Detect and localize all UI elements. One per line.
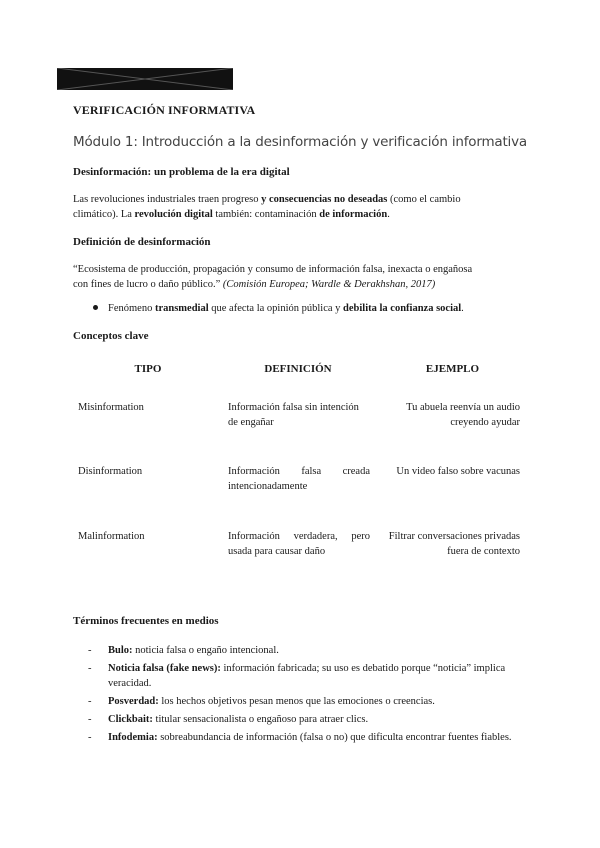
redacted-logo-bar: [57, 68, 233, 90]
list-item: - Clickbait: titular sensacionalista o engañoso para atraer clics.: [88, 714, 369, 725]
section-heading-conceptos: Conceptos clave: [73, 330, 149, 342]
table-cell-tipo: Malinformation: [78, 531, 145, 542]
bullet-item-transmedial: Fenómeno transmedial que afecta la opinión pública y debilita la confianza social.: [93, 303, 464, 314]
def-word-1: Información: [228, 466, 280, 477]
redaction-cross-icon: [57, 68, 233, 90]
def-word-3: creada: [342, 466, 370, 477]
section-heading-definicion: Definición de desinformación: [73, 236, 211, 248]
terms-list: [88, 643, 518, 748]
def-word-2: verdadera,: [293, 531, 338, 542]
table-cell-ejemplo: Tu abuela reenvía un audio creyendo ayudar: [406, 402, 520, 428]
column-header-ejemplo: EJEMPLO: [425, 363, 480, 375]
list-item: - Noticia falsa (fake news): información fabricada; su uso es debatido porque “noticia” implica veracidad.: [88, 663, 506, 689]
document-title: VERIFICACIÓN INFORMATIVA: [73, 103, 256, 117]
justified-line: [228, 464, 370, 479]
table-cell-definicion: Información falsa creada intencionadamente: [228, 466, 370, 492]
list-item: - Posverdad: los hechos objetivos pesan menos que las emociones o creencias.: [88, 696, 435, 707]
def-word-2: falsa: [301, 466, 322, 477]
section-heading-terminos: Términos frecuentes en medios: [73, 615, 219, 627]
list-item: - Infodemia: sobreabundancia de información (falsa o no) que dificulta encontrar fuentes fiables.: [88, 732, 512, 743]
module-heading: Módulo 1: Introducción a la desinformación y verificación informativa: [73, 134, 527, 150]
column-header-tipo: TIPO: [134, 363, 162, 375]
table-cell-tipo: Misinformation: [78, 402, 144, 413]
bullet-icon: [93, 305, 98, 310]
table-cell-definicion: Información falsa sin intención de engañar: [228, 402, 359, 428]
list-item: - Bulo: noticia falsa o engaño intencional.: [88, 645, 279, 656]
def-word-3: pero: [351, 531, 370, 542]
table-cell-ejemplo: Un video falso sobre vacunas: [396, 466, 520, 477]
justified-line: [228, 529, 370, 544]
def-word-1: Información: [228, 531, 280, 542]
definition-quote: “Ecosistema de producción, propagación y consumo de información falsa, inexacta o engañosa con fines de lucro o daño público.” (Comisión Europea; Wardle & Derakhshan, 2017): [73, 264, 473, 290]
table-cell-tipo: Disinformation: [78, 466, 143, 477]
quote-source: (Comisión Europea; Wardle & Derakhshan, 2017): [222, 279, 436, 290]
column-header-definicion: DEFINICIÓN: [264, 363, 332, 375]
section-heading-desinformacion: Desinformación: un problema de la era digital: [73, 166, 290, 178]
table-cell-definicion: Información verdadera, pero usada para causar daño: [228, 531, 370, 557]
intro-paragraph: Las revoluciones industriales traen progreso y consecuencias no deseadas (como el cambio climático). La revolución digital también: contaminación de información.: [73, 194, 461, 220]
table-cell-ejemplo: Filtrar conversaciones privadas fuera de contexto: [388, 531, 520, 557]
